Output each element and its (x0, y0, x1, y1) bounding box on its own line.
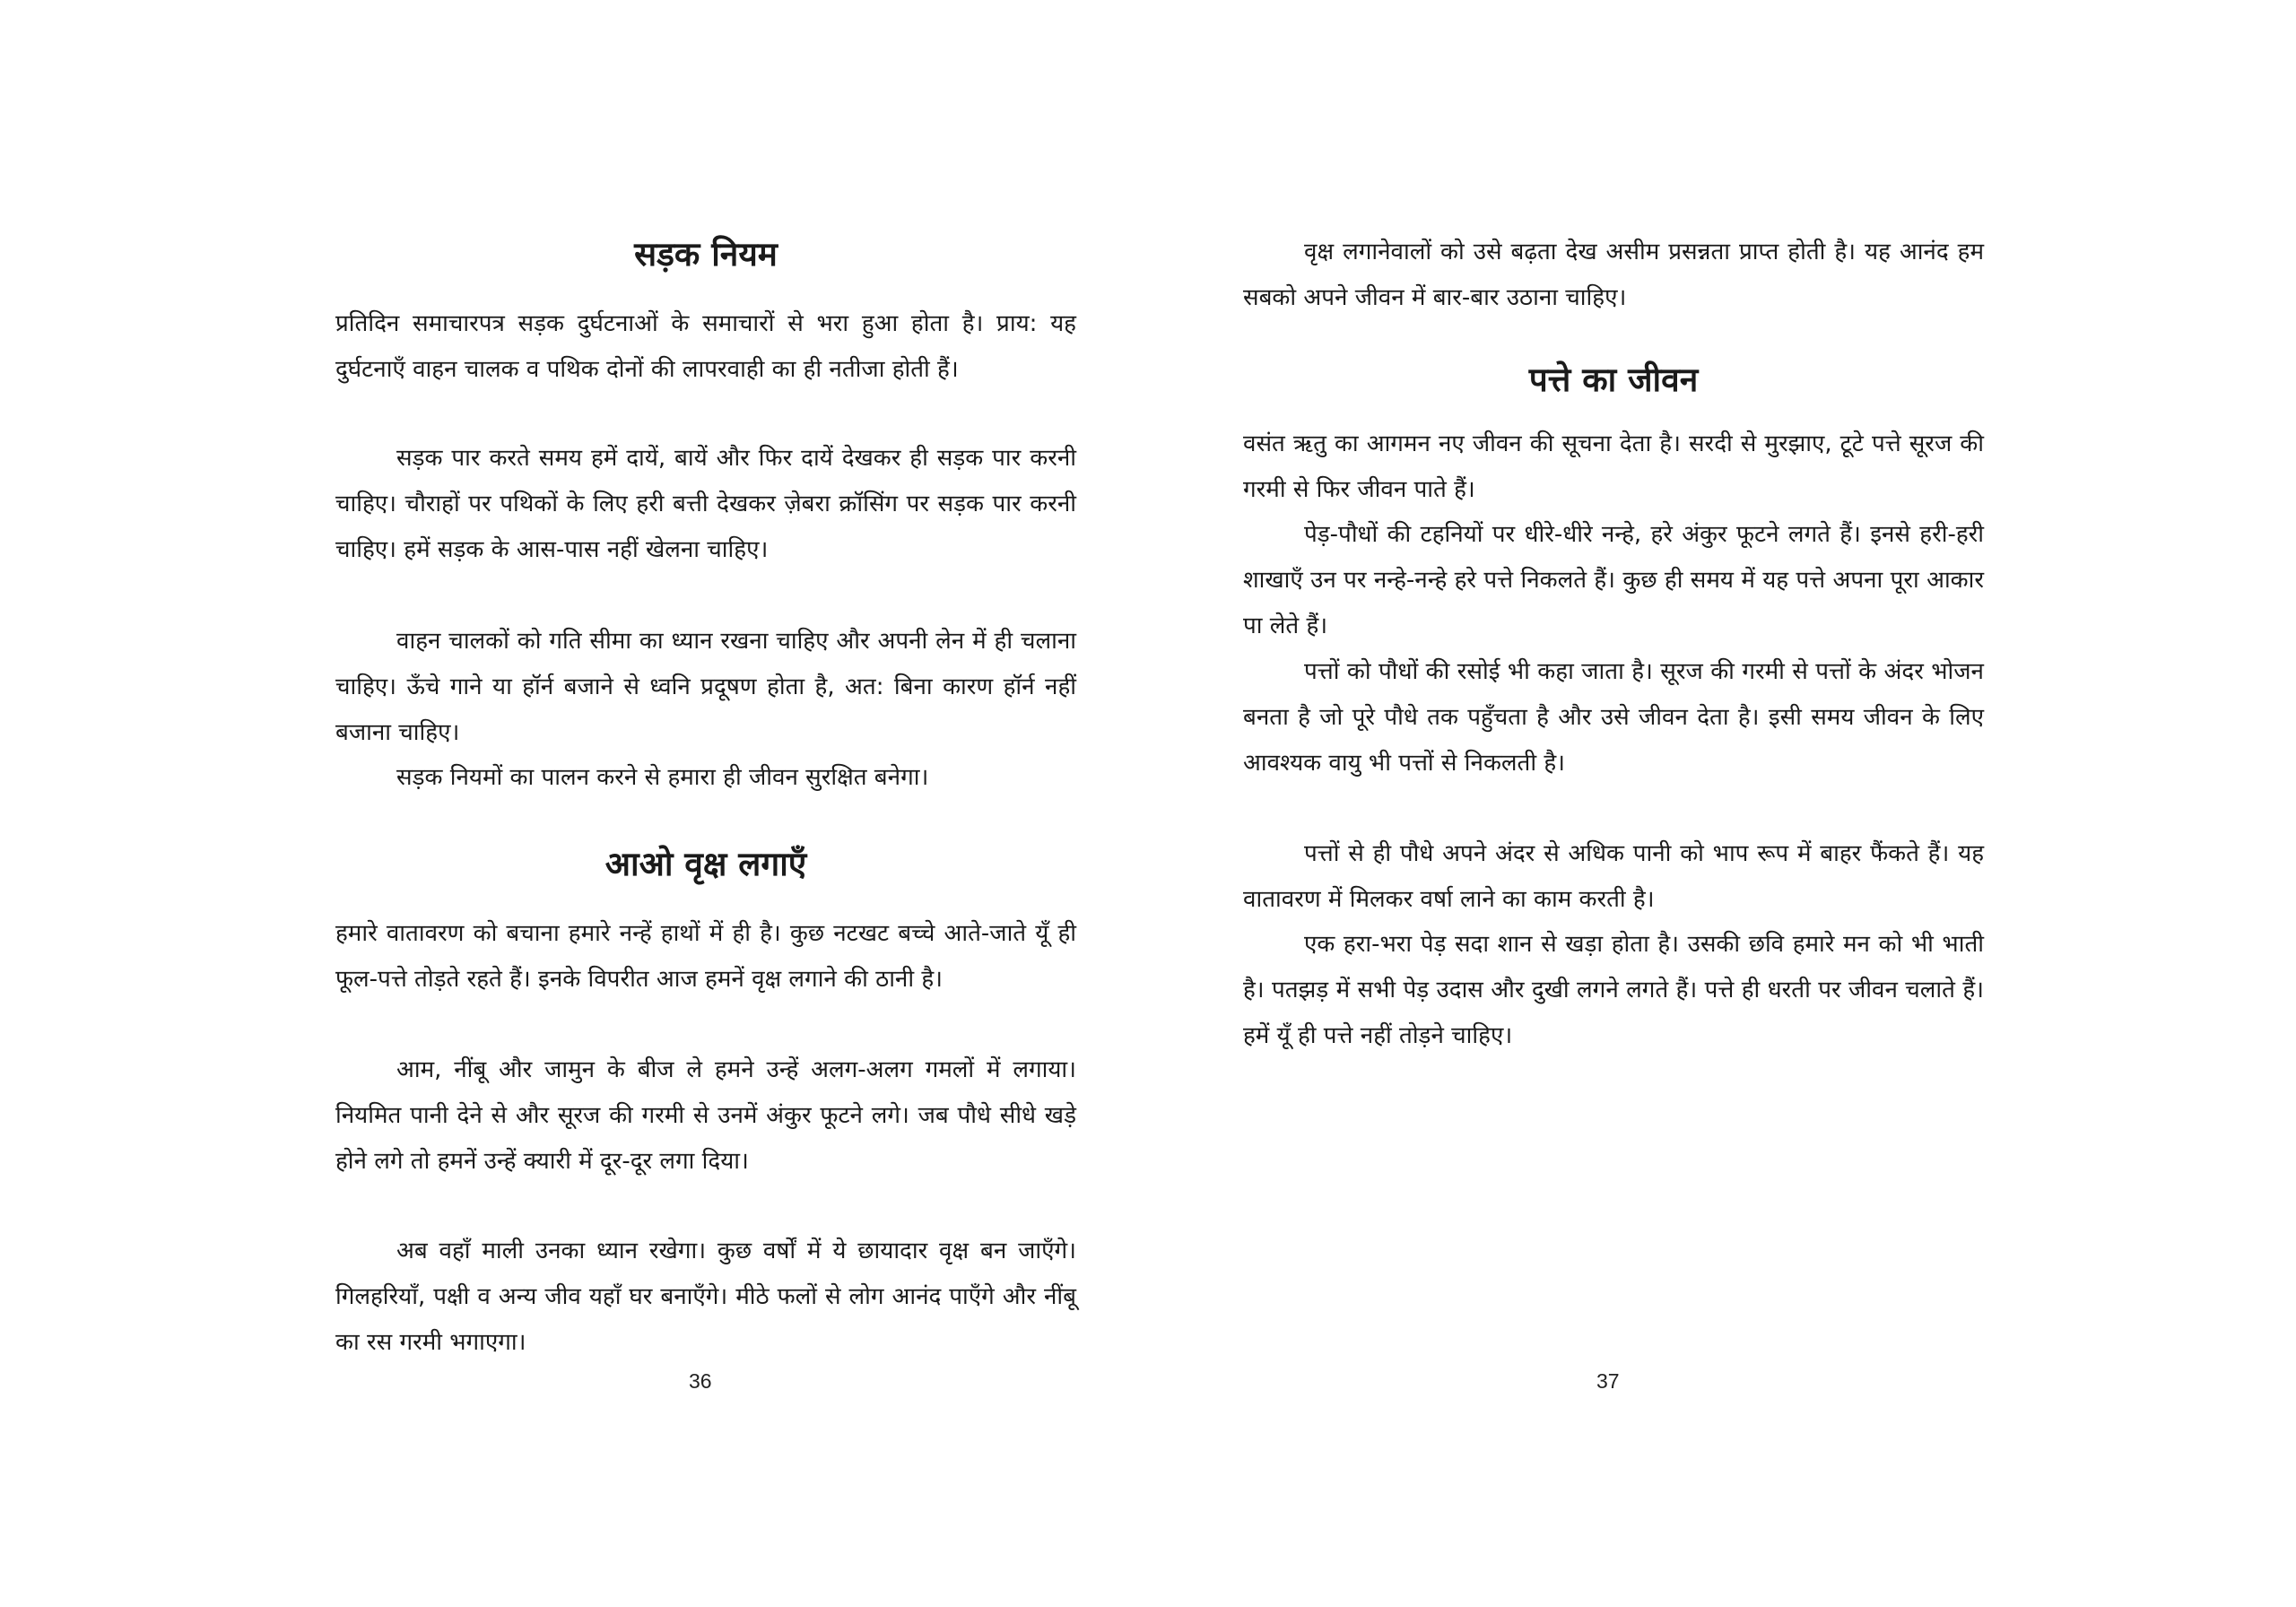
paragraph: पेड़-पौधों की टहनियों पर धीरे-धीरे नन्हे, हरे अंकुर फूटने लगते हैं। इनसे हरी-हरी शाखाएँ उन पर नन्हे-नन्हे हरे पत्ते निकलते हैं। कुछ ही समय में यह पत्ते अपना पूरा आकार पा लेते हैं। (1243, 521, 1984, 639)
paragraph: वृक्ष लगानेवालों को उसे बढ़ता देख असीम प्रसन्नता प्राप्त होती है। यह आनंद हम सबको अपने जीवन में बार-बार उठाना चाहिए। (1243, 239, 1984, 311)
paragraph: सड़क नियमों का पालन करने से हमारा ही जीवन सुरक्षित बनेगा। (396, 764, 929, 791)
paragraph: आम, नींबू और जामुन के बीज ले हमने उन्हें अलग-अलग गमलों में लगाया। नियमित पानी देने से और सूरज की गरमी से उनमें अंकुर फूटने लगे। जब पौधे सीधे खड़े होने लगे तो हमनें उन्हें क्यारी में दूर-दूर लगा दिया। (335, 1056, 1076, 1175)
paragraph: पत्तों को पौधों की रसोई भी कहा जाता है। सूरज की गरमी से पत्तों के अंदर भोजन बनता है जो पूरे पौधे तक पहुँचता है और उसे जीवन देता है। इसी समय जीवन के लिए आवश्यक वायु भी पत्तों से निकलती है। (1243, 658, 1984, 777)
section-title-road-rules: सड़क नियम (634, 235, 778, 274)
paragraph: वाहन चालकों को गति सीमा का ध्यान रखना चाहिए और अपनी लेन में ही चलाना चाहिए। ऊँचे गाने या हॉर्न बजाने से ध्वनि प्रदूषण होता है, अत: बिना कारण हॉर्न नहीं बजाना चाहिए। (335, 628, 1076, 746)
page-number-right: 37 (1596, 1369, 1620, 1393)
paragraph: पत्तों से ही पौधे अपने अंदर से अधिक पानी को भाप रूप में बाहर फैंकते हैं। यह वातावरण में मिलकर वर्षा लाने का काम करती है। (1243, 840, 1984, 913)
section-title-plant-trees: आओ वृक्ष लगाएँ (604, 845, 807, 883)
paragraph: एक हरा-भरा पेड़ सदा शान से खड़ा होता है। उसकी छवि हमारे मन को भी भाती है। पतझड़ में सभी पेड़ उदास और दुखी लगने लगते हैं। पत्ते ही धरती पर जीवन चलाते हैं। हमें यूँ ही पत्ते नहीं तोड़ने चाहिए। (1243, 931, 1984, 1049)
paragraph: अब वहाँ माली उनका ध्यान रखेगा। कुछ वर्षों में ये छायादार वृक्ष बन जाएँगे। गिलहरियाँ, पक्षी व अन्य जीव यहाँ घर बनाएँगे। मीठे फलों से लोग आनंद पाएँगे और नींबू का रस गरमी भगाएगा। (335, 1238, 1076, 1356)
page-number-left: 36 (689, 1369, 712, 1393)
section-title-leaf-life: पत्ते का जीवन (1528, 360, 1699, 399)
paragraph: वसंत ऋतु का आगमन नए जीवन की सूचना देता है। सरदी से मुरझाए, टूटे पत्ते सूरज की गरमी से फिर जीवन पाते हैं। (1243, 430, 1984, 503)
paragraph: प्रतिदिन समाचारपत्र सड़क दुर्घटनाओं के समाचारों से भरा हुआ होता है। प्राय: यह दुर्घटनाएँ वाहन चालक व पथिक दोनों की लापरवाही का ही नतीजा होती हैं। (335, 310, 1076, 383)
paragraph: सड़क पार करते समय हमें दायें, बायें और फिर दायें देखकर ही सड़क पार करनी चाहिए। चौराहों पर पथिकों के लिए हरी बत्ती देखकर ज़ेबरा क्रॉसिंग पर सड़क पार करनी चाहिए। हमें सड़क के आस-पास नहीं खेलना चाहिए। (335, 445, 1076, 563)
paragraph: हमारे वातावरण को बचाना हमारे नन्हें हाथों में ही है। कुछ नटखट बच्चे आते-जाते यूँ ही फूल-पत्ते तोड़ते रहते हैं। इनके विपरीत आज हमनें वृक्ष लगाने की ठानी है। (335, 920, 1076, 993)
